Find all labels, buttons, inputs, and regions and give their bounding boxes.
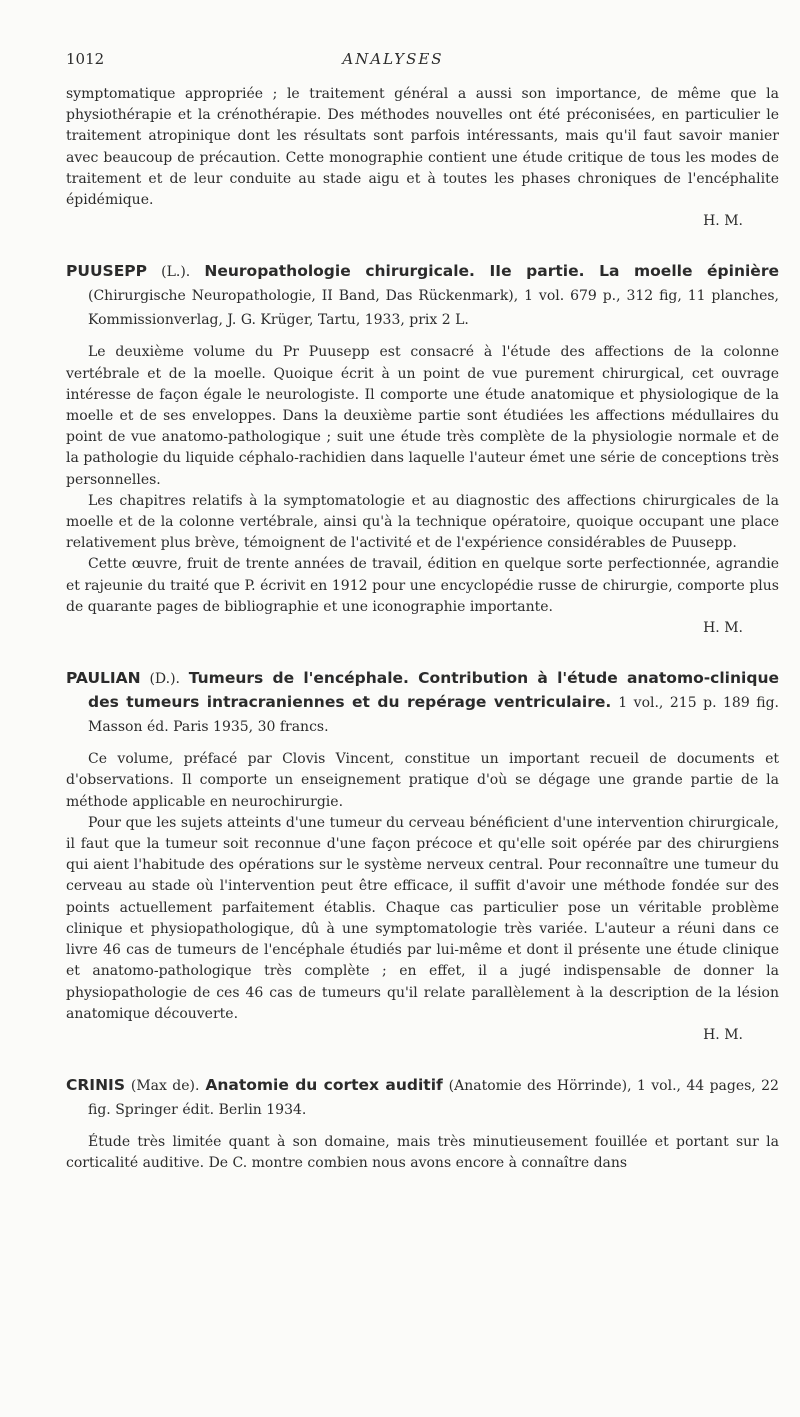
review-paragraph: Le deuxième volume du Pr Puusepp est consacré à l'étude des affections de la colonne vertébrale et de la moelle. Quoique écrit à un point de vue purement chirurgical, cet ouvrage intéresse de façon égale le neurologiste. Il comporte une étude anatomique et physiologique de la moelle et de ses enveloppes. Dans la deuxième partie sont étudiées les affections médullaires du point de vue anatomo-pathologique ; suit une étude très complète de la physiologie normale et de la pathologie du liquide céphalo-rachidien dans laquelle l'auteur émet une série de conceptions très personnelles. [66, 344, 779, 488]
page-header [66, 50, 720, 74]
running-title: ANALYSES [342, 50, 444, 68]
page-number: 1012 [66, 50, 105, 68]
review-heading [66, 260, 779, 332]
review-crinis [66, 1074, 779, 1174]
review-author: PAULIAN [66, 669, 141, 688]
review-author-initial: (Max de). [130, 1078, 200, 1095]
intro-signature: H. M. [703, 213, 743, 230]
review-paulian [66, 667, 779, 1046]
review-paragraph: Étude très limitée quant à son domaine, mais très minutieusement fouillée et portant sur la corticalité auditive. De C. montre combien nous avons encore à connaître dans [66, 1134, 779, 1172]
review-paragraph: Cette œuvre, fruit de trente années de travail, édition en quelque sorte perfectionnée, agrandie et rajeunie du traité que P. écrivit en 1912 pour une encyclopédie russe de chirurgie, comporte plus de quarante pages de bibliographie et une iconographie importante. [66, 556, 779, 615]
review-title: Neuropathologie chirurgicale. IIe partie. La moelle épinière [204, 262, 779, 281]
review-bibliographic-details: (Anatomie des Hörrinde), 1 vol., 44 pages, 22 fig. Springer édit. Berlin 1934. [88, 1078, 779, 1119]
review-bibliographic-details: (Chirurgische Neuropathologie, II Band, Das Rückenmark), 1 vol. 679 p., 312 fig, 11 planches, Kommissionverlag, J. G. Krüger, Tartu, 1933, prix 2 L. [88, 288, 779, 329]
review-bibliographic-details: 1 vol., 215 p. 189 fig. Masson éd. Paris 1935, 30 francs. [88, 695, 779, 736]
review-title: Tumeurs de l'encéphale. Contribution à l'étude anatomo-clinique des tumeurs intracraniennes et du repérage ventriculaire. [88, 669, 779, 712]
intro-paragraph: symptomatique appropriée ; le traitement général a aussi son importance, de même que la physiothérapie et la crénothérapie. Des méthodes nouvelles ont été préconisées, en particulier le traitement atropinique dont les résultats sont parfois intéressants, mais qu'il faut savoir manier avec beaucoup de précaution. Cette monographie contient une étude critique de tous les modes de traitement et de leur conduite au stade aigu et à toutes les phases chroniques de l'encéphalite épidémique. [66, 86, 779, 209]
review-paragraph: Pour que les sujets atteints d'une tumeur du cerveau bénéficient d'une intervention chirurgicale, il faut que la tumeur soit reconnue d'une façon précoce et qu'elle soit opérée par des chirurgiens qui aient l'habitude des opérations sur le système nerveux central. Pour reconnaître une tumeur du cerveau au stade où l'intervention peut être efficace, il suffit d'avoir une méthode fondée sur des points actuellement parfaitement établis. Chaque cas particulier pose un véritable problème clinique et physiopathologique, dû à une symptomatologie très variée. L'auteur a réuni dans ce livre 46 cas de tumeurs de l'encéphale étudiés par lui-même et dont il présente une étude clinique et anatomo-pathologique très complète ; en effet, il a jugé indispensable de donner la physiopathologie de ces 46 cas de tumeurs qu'il relate parallèlement à la description de la lésion anatomique découverte. [66, 814, 779, 1022]
page-content [66, 84, 779, 1175]
review-author-initial: (L.). [161, 264, 191, 281]
review-author: PUUSEPP [66, 262, 148, 281]
review-author-initial: (D.). [149, 671, 180, 688]
review-title: Anatomie du cortex auditif [205, 1076, 443, 1095]
review-heading [66, 1074, 779, 1122]
intro-paragraph-block [66, 84, 779, 232]
review-author: CRINIS [66, 1076, 125, 1095]
review-puusepp [66, 260, 779, 639]
review-paragraph: Ce volume, préfacé par Clovis Vincent, constitue un important recueil de documents et d'observations. Il comporte un enseignement pratique d'où se dégage une grande partie de la méthode applicable en neurochirurgie. [66, 751, 779, 810]
review-heading [66, 667, 779, 739]
review-paragraph: Les chapitres relatifs à la symptomatologie et au diagnostic des affections chirurgicales de la moelle et de la colonne vertébrale, ainsi qu'à la technique opératoire, quoique occupant une place relativement plus brève, témoignent de l'activité et de l'expérience considérables de Puusepp. [66, 492, 779, 552]
review-signature: H. M. [703, 1026, 743, 1043]
review-signature: H. M. [703, 620, 743, 637]
